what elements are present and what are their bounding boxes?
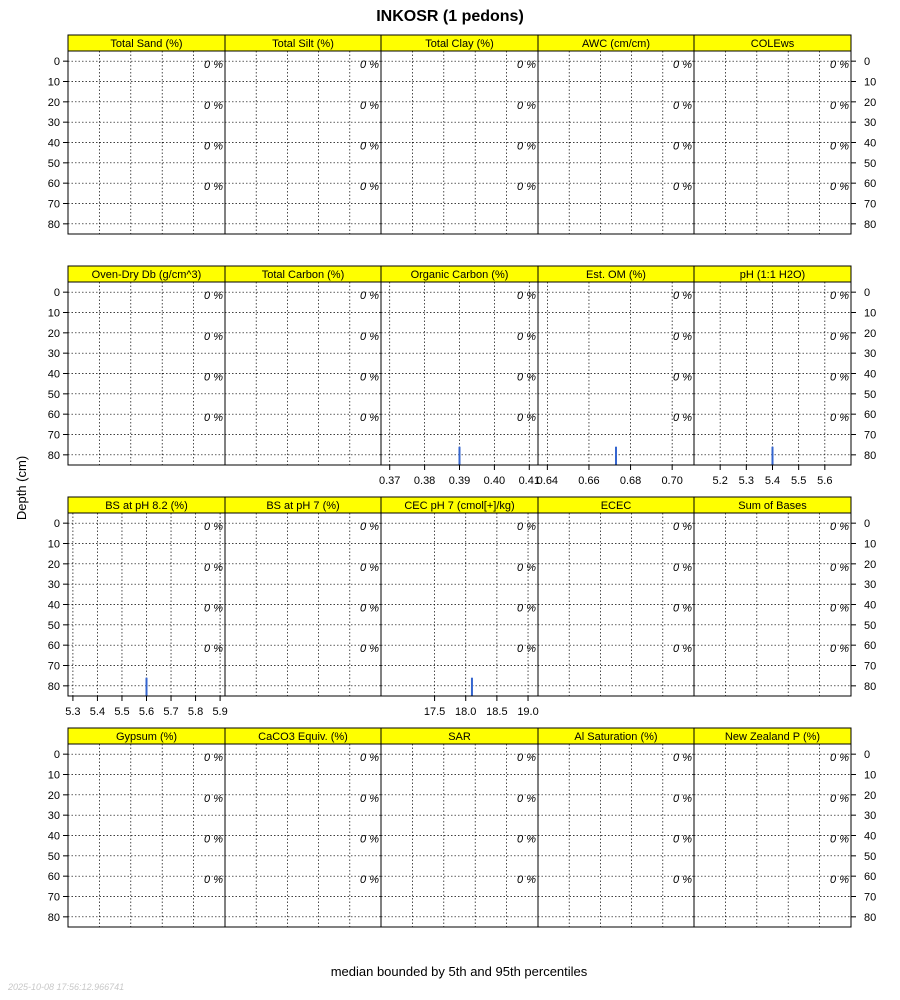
pct-label: 0 %: [360, 59, 379, 72]
y-axis-row-2: [48, 287, 877, 462]
y-tick-label-left: 40: [47, 137, 60, 150]
pct-label: 0 %: [517, 371, 536, 384]
y-tick-label-left: 60: [47, 640, 60, 653]
y-tick-label-right: 30: [864, 117, 877, 130]
pct-label: 0 %: [673, 752, 692, 765]
panel-total-carbon: [225, 266, 381, 465]
panel-organic-carbon: [379, 266, 540, 487]
pct-label: 0 %: [204, 792, 223, 805]
y-tick-label-left: 70: [47, 429, 60, 442]
y-tick-label-left: 60: [47, 871, 60, 884]
pct-label: 0 %: [830, 330, 849, 343]
panel-colews: [694, 35, 851, 234]
pct-label: 0 %: [673, 412, 692, 425]
pct-label: 0 %: [360, 833, 379, 846]
y-tick-label-right: 70: [864, 198, 877, 211]
y-tick-label-left: 30: [47, 348, 60, 361]
y-tick-label-left: 80: [47, 218, 60, 231]
y-tick-label-right: 30: [864, 348, 877, 361]
panel-strip-label: Gypsum (%): [115, 731, 178, 743]
y-tick-label-left: 20: [47, 789, 60, 802]
panel-strip-label: Al Saturation (%): [574, 731, 658, 743]
pct-label: 0 %: [673, 874, 692, 887]
pct-label: 0 %: [673, 181, 692, 194]
y-tick-label-right: 60: [864, 178, 877, 191]
y-tick-label-left: 50: [47, 619, 60, 632]
pct-label: 0 %: [360, 561, 379, 574]
pct-label: 0 %: [204, 140, 223, 153]
pct-label: 0 %: [830, 181, 849, 194]
y-tick-label-left: 70: [47, 198, 60, 211]
panel-grid: [48, 35, 877, 927]
pct-label: 0 %: [673, 521, 692, 534]
pct-label: 0 %: [830, 792, 849, 805]
y-tick-label-right: 50: [864, 388, 877, 401]
pct-label: 0 %: [204, 99, 223, 112]
x-tick-label: 5.3: [738, 475, 754, 487]
y-tick-label-left: 60: [47, 178, 60, 191]
x-tick-label: 5.3: [65, 706, 81, 718]
pct-label: 0 %: [517, 412, 536, 425]
y-tick-label-left: 20: [47, 96, 60, 109]
pct-label: 0 %: [673, 833, 692, 846]
x-tick-label: 5.2: [712, 475, 728, 487]
y-tick-label-left: 0: [53, 56, 60, 69]
pct-label: 0 %: [830, 874, 849, 887]
y-tick-label-right: 0: [864, 287, 871, 300]
y-tick-label-right: 10: [864, 76, 877, 89]
pct-label: 0 %: [517, 521, 536, 534]
panel-total-clay: [381, 35, 538, 234]
pct-label: 0 %: [204, 412, 223, 425]
pct-label: 0 %: [830, 752, 849, 765]
panel-total-sand: [68, 35, 225, 234]
pct-label: 0 %: [517, 561, 536, 574]
pct-label: 0 %: [830, 643, 849, 656]
x-tick-label: 5.6: [817, 475, 833, 487]
pct-label: 0 %: [360, 792, 379, 805]
x-tick-label: 5.7: [163, 706, 179, 718]
y-tick-label-right: 0: [864, 56, 871, 69]
panel-strip-label: Total Silt (%): [272, 38, 334, 50]
pct-label: 0 %: [204, 833, 223, 846]
y-tick-label-left: 70: [47, 891, 60, 904]
panel-ecec: [538, 497, 694, 696]
y-tick-label-right: 80: [864, 680, 877, 693]
y-tick-label-left: 70: [47, 660, 60, 673]
y-tick-label-right: 20: [864, 789, 877, 802]
x-tick-label: 0.68: [619, 475, 642, 487]
y-tick-label-left: 60: [47, 409, 60, 422]
pct-label: 0 %: [517, 181, 536, 194]
pct-label: 0 %: [517, 59, 536, 72]
y-tick-label-left: 50: [47, 388, 60, 401]
y-axis-row-3: [48, 518, 877, 693]
y-tick-label-right: 40: [864, 368, 877, 381]
pct-label: 0 %: [360, 752, 379, 765]
y-tick-label-right: 40: [864, 830, 877, 843]
pct-label: 0 %: [204, 874, 223, 887]
x-axis-label: median bounded by 5th and 95th percentiles: [330, 964, 588, 979]
panel-strip-label: Organic Carbon (%): [410, 269, 509, 281]
pct-label: 0 %: [673, 330, 692, 343]
pct-label: 0 %: [517, 602, 536, 615]
pct-label: 0 %: [204, 181, 223, 194]
pct-label: 0 %: [517, 330, 536, 343]
pct-label: 0 %: [673, 561, 692, 574]
x-tick-label: 0.66: [578, 475, 600, 487]
x-tick-label: 5.4: [764, 475, 781, 487]
timestamp: 2025-10-08 17:56:12.966741: [8, 982, 125, 992]
y-tick-label-right: 50: [864, 157, 877, 170]
pct-label: 0 %: [517, 643, 536, 656]
x-tick-label: 0.40: [483, 475, 506, 487]
pct-label: 0 %: [673, 140, 692, 153]
pct-label: 0 %: [360, 412, 379, 425]
pct-label: 0 %: [360, 874, 379, 887]
x-tick-label: 0.38: [413, 475, 436, 487]
y-tick-label-right: 10: [864, 538, 877, 551]
panel-strip-label: BS at pH 8.2 (%): [105, 500, 188, 512]
pct-label: 0 %: [673, 792, 692, 805]
pct-label: 0 %: [204, 371, 223, 384]
panel-strip-label: COLEws: [750, 38, 795, 50]
pct-label: 0 %: [830, 290, 849, 303]
y-tick-label-left: 30: [47, 810, 60, 823]
panel-total-silt: [225, 35, 381, 234]
pct-label: 0 %: [517, 792, 536, 805]
panel-sum-of-bases: [694, 497, 851, 696]
panel-strip-label: BS at pH 7 (%): [266, 500, 340, 512]
x-tick-label: 5.8: [187, 706, 204, 718]
y-axis-row-4: [48, 749, 877, 924]
pct-label: 0 %: [517, 99, 536, 112]
y-axis-row-1: [48, 56, 877, 231]
x-tick-label: 5.5: [791, 475, 807, 487]
pct-label: 0 %: [204, 561, 223, 574]
y-tick-label-right: 20: [864, 96, 877, 109]
y-tick-label-right: 30: [864, 579, 877, 592]
panel-awc-cm-cm: [538, 35, 694, 234]
y-tick-label-left: 20: [47, 558, 60, 571]
pct-label: 0 %: [830, 140, 849, 153]
pct-label: 0 %: [830, 412, 849, 425]
pct-label: 0 %: [360, 330, 379, 343]
x-tick-label: 19.0: [517, 706, 539, 718]
panel-strip-label: CEC pH 7 (cmol[+]/kg): [404, 500, 515, 512]
x-tick-label: 0.41: [518, 475, 540, 487]
y-tick-label-right: 50: [864, 850, 877, 863]
y-tick-label-right: 20: [864, 558, 877, 571]
y-tick-label-right: 50: [864, 619, 877, 632]
pct-label: 0 %: [517, 290, 536, 303]
y-tick-label-right: 20: [864, 327, 877, 340]
pct-label: 0 %: [360, 181, 379, 194]
y-tick-label-right: 70: [864, 660, 877, 673]
x-tick-label: 0.64: [536, 475, 559, 487]
y-tick-label-left: 0: [53, 287, 60, 300]
panel-caco3-equiv: [225, 728, 381, 927]
y-tick-label-right: 80: [864, 218, 877, 231]
panel-ph-1-1-h2o: [694, 266, 851, 487]
pct-label: 0 %: [673, 290, 692, 303]
y-tick-label-right: 30: [864, 810, 877, 823]
panel-strip-label: pH (1:1 H2O): [739, 269, 806, 281]
pct-label: 0 %: [830, 59, 849, 72]
panel-strip-label: Est. OM (%): [586, 269, 646, 281]
panel-strip-label: New Zealand P (%): [724, 731, 821, 743]
panel-bs-at-ph-8-2: [65, 497, 227, 718]
y-tick-label-left: 0: [53, 749, 60, 762]
panel-strip-label: Total Clay (%): [425, 38, 494, 50]
x-tick-label: 0.39: [448, 475, 471, 487]
pct-label: 0 %: [204, 521, 223, 534]
pct-label: 0 %: [360, 521, 379, 534]
x-tick-label: 5.9: [212, 706, 228, 718]
pct-label: 0 %: [673, 99, 692, 112]
y-tick-label-left: 0: [53, 518, 60, 531]
panel-strip-label: Total Carbon (%): [261, 269, 345, 281]
chart-title: INKOSR (1 pedons): [376, 8, 524, 25]
y-tick-label-left: 10: [47, 76, 60, 89]
pct-label: 0 %: [517, 140, 536, 153]
panel-cec-ph-7-cmol-kg: [381, 497, 539, 718]
panel-strip-label: Sum of Bases: [738, 500, 807, 512]
y-tick-label-right: 70: [864, 891, 877, 904]
panel-strip-label: AWC (cm/cm): [581, 38, 651, 50]
panel-oven-dry-db-g-cm-3: [68, 266, 225, 465]
y-tick-label-right: 70: [864, 429, 877, 442]
pct-label: 0 %: [517, 874, 536, 887]
y-tick-label-right: 60: [864, 409, 877, 422]
panel-strip-label: ECEC: [600, 500, 632, 512]
pct-label: 0 %: [830, 521, 849, 534]
x-tick-label: 18.0: [455, 706, 477, 718]
pct-label: 0 %: [517, 833, 536, 846]
pct-label: 0 %: [204, 602, 223, 615]
y-tick-label-right: 40: [864, 137, 877, 150]
y-tick-label-right: 0: [864, 518, 871, 531]
pct-label: 0 %: [204, 330, 223, 343]
panel-new-zealand-p: [694, 728, 851, 927]
pct-label: 0 %: [517, 752, 536, 765]
pct-label: 0 %: [204, 643, 223, 656]
panel-est-om: [537, 266, 694, 487]
y-tick-label-left: 80: [47, 680, 60, 693]
pct-label: 0 %: [673, 643, 692, 656]
y-tick-label-left: 30: [47, 117, 60, 130]
pct-label: 0 %: [204, 59, 223, 72]
pct-label: 0 %: [204, 752, 223, 765]
pct-label: 0 %: [673, 371, 692, 384]
y-tick-label-left: 80: [47, 449, 60, 462]
pct-label: 0 %: [360, 371, 379, 384]
y-tick-label-left: 40: [47, 599, 60, 612]
panel-strip-label: SAR: [448, 731, 471, 743]
pct-label: 0 %: [360, 602, 379, 615]
pct-label: 0 %: [830, 602, 849, 615]
pct-label: 0 %: [360, 290, 379, 303]
panel-strip-label: Oven-Dry Db (g/cm^3): [91, 269, 202, 281]
y-tick-label-right: 40: [864, 599, 877, 612]
y-tick-label-right: 80: [864, 449, 877, 462]
panel-gypsum: [68, 728, 225, 927]
y-tick-label-left: 10: [47, 769, 60, 782]
pct-label: 0 %: [204, 290, 223, 303]
y-axis-label: Depth (cm): [14, 455, 29, 521]
panel-strip-label: CaCO3 Equiv. (%): [258, 731, 348, 743]
panel-strip-label: Total Sand (%): [110, 38, 183, 50]
x-tick-label: 5.4: [89, 706, 106, 718]
y-tick-label-left: 80: [47, 911, 60, 924]
y-tick-label-left: 30: [47, 579, 60, 592]
pct-label: 0 %: [830, 99, 849, 112]
pct-label: 0 %: [673, 59, 692, 72]
y-tick-label-left: 40: [47, 830, 60, 843]
pct-label: 0 %: [830, 561, 849, 574]
y-tick-label-right: 10: [864, 307, 877, 320]
y-tick-label-left: 50: [47, 850, 60, 863]
x-tick-label: 5.5: [114, 706, 130, 718]
pct-label: 0 %: [673, 602, 692, 615]
pct-label: 0 %: [360, 140, 379, 153]
panel-sar: [381, 728, 538, 927]
panel-bs-at-ph-7: [225, 497, 381, 696]
y-tick-label-left: 20: [47, 327, 60, 340]
y-tick-label-left: 10: [47, 307, 60, 320]
x-tick-label: 0.70: [661, 475, 683, 487]
x-tick-label: 17.5: [423, 706, 446, 718]
y-tick-label-right: 0: [864, 749, 871, 762]
y-tick-label-right: 10: [864, 769, 877, 782]
y-tick-label-right: 60: [864, 640, 877, 653]
panel-al-saturation: [538, 728, 694, 927]
x-tick-label: 18.5: [486, 706, 508, 718]
x-tick-label: 0.37: [379, 475, 401, 487]
y-tick-label-right: 60: [864, 871, 877, 884]
pct-label: 0 %: [830, 371, 849, 384]
pct-label: 0 %: [830, 833, 849, 846]
y-tick-label-left: 10: [47, 538, 60, 551]
pct-label: 0 %: [360, 99, 379, 112]
y-tick-label-left: 40: [47, 368, 60, 381]
y-tick-label-left: 50: [47, 157, 60, 170]
x-tick-label: 5.6: [138, 706, 155, 718]
pct-label: 0 %: [360, 643, 379, 656]
y-tick-label-right: 80: [864, 911, 877, 924]
